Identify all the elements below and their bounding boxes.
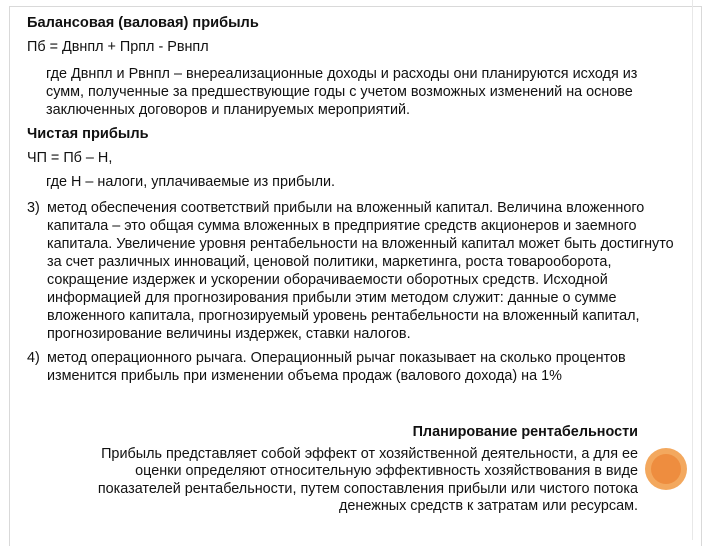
net-note: где Н – налоги, уплачиваемые из прибыли. (46, 174, 336, 190)
list-item-text: метод обеспечения соответствий прибыли на вложенный капитал. Величина вложенного капитала – это общая сумма вложенных в предприятие средств акционеров и заемного капитала. Увеличение уровня рентабельности на вложенный капитал может быть достигнуто за счет различных инноваций, ценовой политики, маркетинга, роста товарооборота, сокращение издержек и ускорении оборачиваемости оборотных средств. Исходной информацией для прогнозирования прибыли этим методом служит: данные о сумме вложенного капитала, прогнозируемый уровень рентабельности на вложенный капитал, прогнозирование величины издержек, ставки налогов. (47, 200, 674, 342)
list-item (27, 349, 687, 385)
balance-profit-title: Балансовая (валовая) прибыль (27, 15, 259, 31)
planning-block (60, 424, 638, 516)
list-item-number: 4) (27, 350, 40, 366)
net-profit-title: Чистая прибыль (27, 126, 149, 142)
right-divider (692, 0, 693, 540)
net-formula: ЧП = Пб – Н, (27, 150, 113, 166)
list-item-text: метод операционного рычага. Операционный рычаг показывает на сколько процентов изменится прибыль при изменении объема продаж (валового дохода) на 1% (47, 350, 626, 384)
planning-text: Прибыль представляет собой эффект от хозяйственной деятельности, а для ее оценки определяют относительную эффективность хозяйствования в виде показателей рентабельности, путем сопоставления прибыли или чистого потока денежных средств к затратам или ресурсам. (97, 445, 638, 514)
slide-content (27, 14, 687, 385)
list-item (27, 199, 687, 343)
accent-dot (645, 448, 687, 490)
balance-note: где Двнпл и Рвнпл – внереализационные доходы и расходы они планируются исходя из сумм, полученные за предшествующие годы с учетом возможных изменений на основе заключенных договоров и планируемых мероприятий. (46, 66, 638, 118)
balance-formula: Пб = Двнпл + Прпл - Рвнпл (27, 39, 209, 55)
planning-title: Планирование рентабельности (412, 424, 638, 440)
list-item-number: 3) (27, 200, 40, 216)
